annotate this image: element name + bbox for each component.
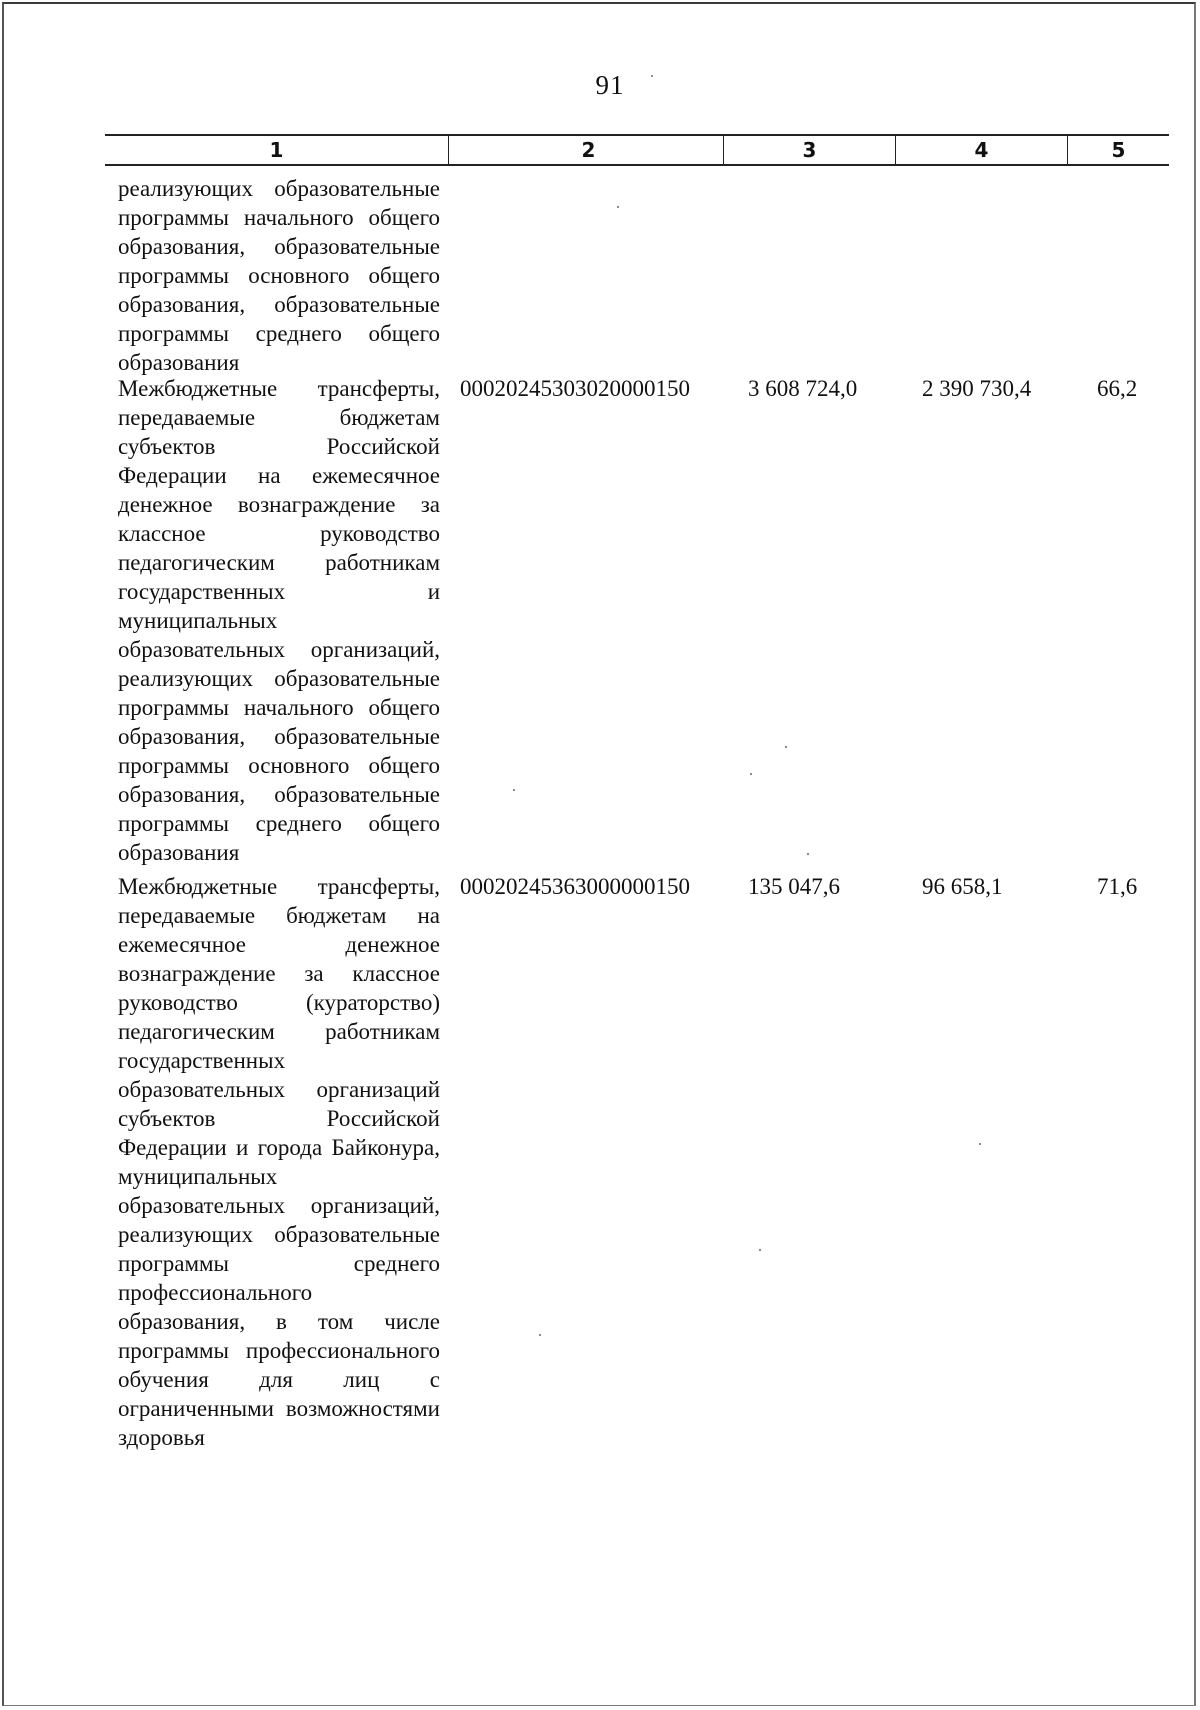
table-row-1-code: 00020245303020000150 xyxy=(460,376,690,401)
table-row-continuation-description: реализующих образовательные программы начального общего образования, образовательные программы основного общего образования, образовательные программы среднего общего образования xyxy=(118,176,440,375)
scan-speck xyxy=(807,853,809,855)
column-header-2: 2 xyxy=(448,136,728,164)
scan-speck xyxy=(759,1249,761,1251)
scan-speck xyxy=(617,206,619,208)
scan-speck xyxy=(785,746,787,748)
table-row-1-value-5: 66,2 xyxy=(1097,376,1138,401)
table-row-2-code: 00020245363000000150 xyxy=(460,874,690,899)
scan-speck xyxy=(750,773,752,775)
table-row-2-value-4: 96 658,1 xyxy=(922,874,1003,899)
scan-speck xyxy=(513,789,515,791)
table-row-2-value-3: 135 047,6 xyxy=(748,874,840,899)
scan-speck xyxy=(539,1334,541,1336)
table-row-1-description: Межбюджетные трансферты, передаваемые бюджетам субъектов Российской Федерации на ежемесячное денежное вознаграждение за классное руководство педагогическим работникам государственных и муниципальных образовательных организаций, реализующих образовательные программы начального общего образования, образовательные программы основного общего образования, образовательные программы среднего общего образования xyxy=(118,376,440,865)
table-header xyxy=(105,134,1169,166)
column-header-3: 3 xyxy=(723,136,895,164)
scan-speck xyxy=(979,1143,981,1145)
table-row-2-value-5: 71,6 xyxy=(1097,874,1138,899)
page-number: 91 xyxy=(595,70,625,100)
table-row-2-description: Межбюджетные трансферты, передаваемые бюджетам на ежемесячное денежное вознаграждение за классное руководство (кураторство) педагогическим работникам государственных образовательных организаций субъектов Российской Федерации и города Байконура, муниципальных образовательных организаций, реализующих образовательные программы среднего профессионального образования, в том числе программы профессионального обучения для лиц с ограниченными возможностями здоровья xyxy=(118,874,440,1450)
column-header-5: 5 xyxy=(1067,136,1169,164)
column-header-1: 1 xyxy=(269,138,284,162)
column-header-4: 4 xyxy=(895,136,1067,164)
scan-speck xyxy=(651,75,653,77)
table-row-1-value-4: 2 390 730,4 xyxy=(922,376,1032,401)
table-row-1-value-3: 3 608 724,0 xyxy=(748,376,858,401)
